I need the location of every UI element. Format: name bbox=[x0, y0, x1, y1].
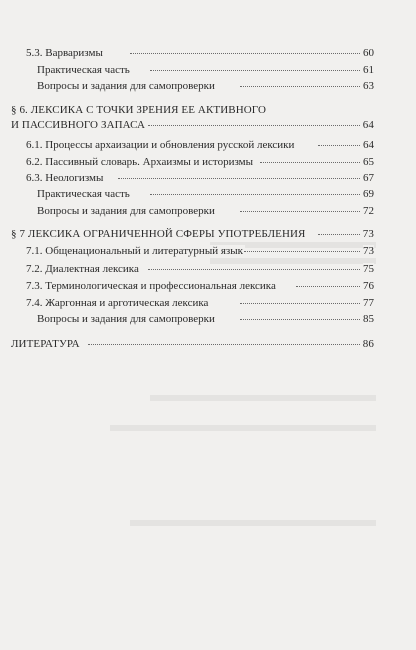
bleed-through bbox=[110, 425, 376, 431]
bleed-through bbox=[210, 258, 376, 264]
book-page: 5.3. Варваризмы 60 Практическая часть 61 Вопросы и задания для самопроверки 63 § 6. ЛЕКСИКА С ТОЧКИ ЗРЕНИЯ ЕЕ АКТИВНОГО И ПАССИВНОГО ЗАПАСА 64 6.1. Процессы архаизации и обновления русской лексики 64 6.2. Пассивный словарь. Архаизмы и историзмы 65 6.3. Неологизмы 67 Практическая часть 69 Вопросы и задания для самопроверки 72 § 7 ЛЕКСИКА ОГРАНИЧЕННОЙ СФЕРЫ УПОТРЕБЛЕНИЯ 73 7.1. Общенациональный и литературный язык 73 7.2. Диалектная лексика 75 7.3. Терминологическая и профессиональная лексика 76 7.4. Жаргонная и арготическая лексика 77 Вопросы и задания для самопроверки 85 ЛИТЕРАТУРА 86 bbox=[0, 0, 416, 650]
bleed-through bbox=[150, 395, 376, 401]
bleed-through bbox=[130, 520, 376, 526]
